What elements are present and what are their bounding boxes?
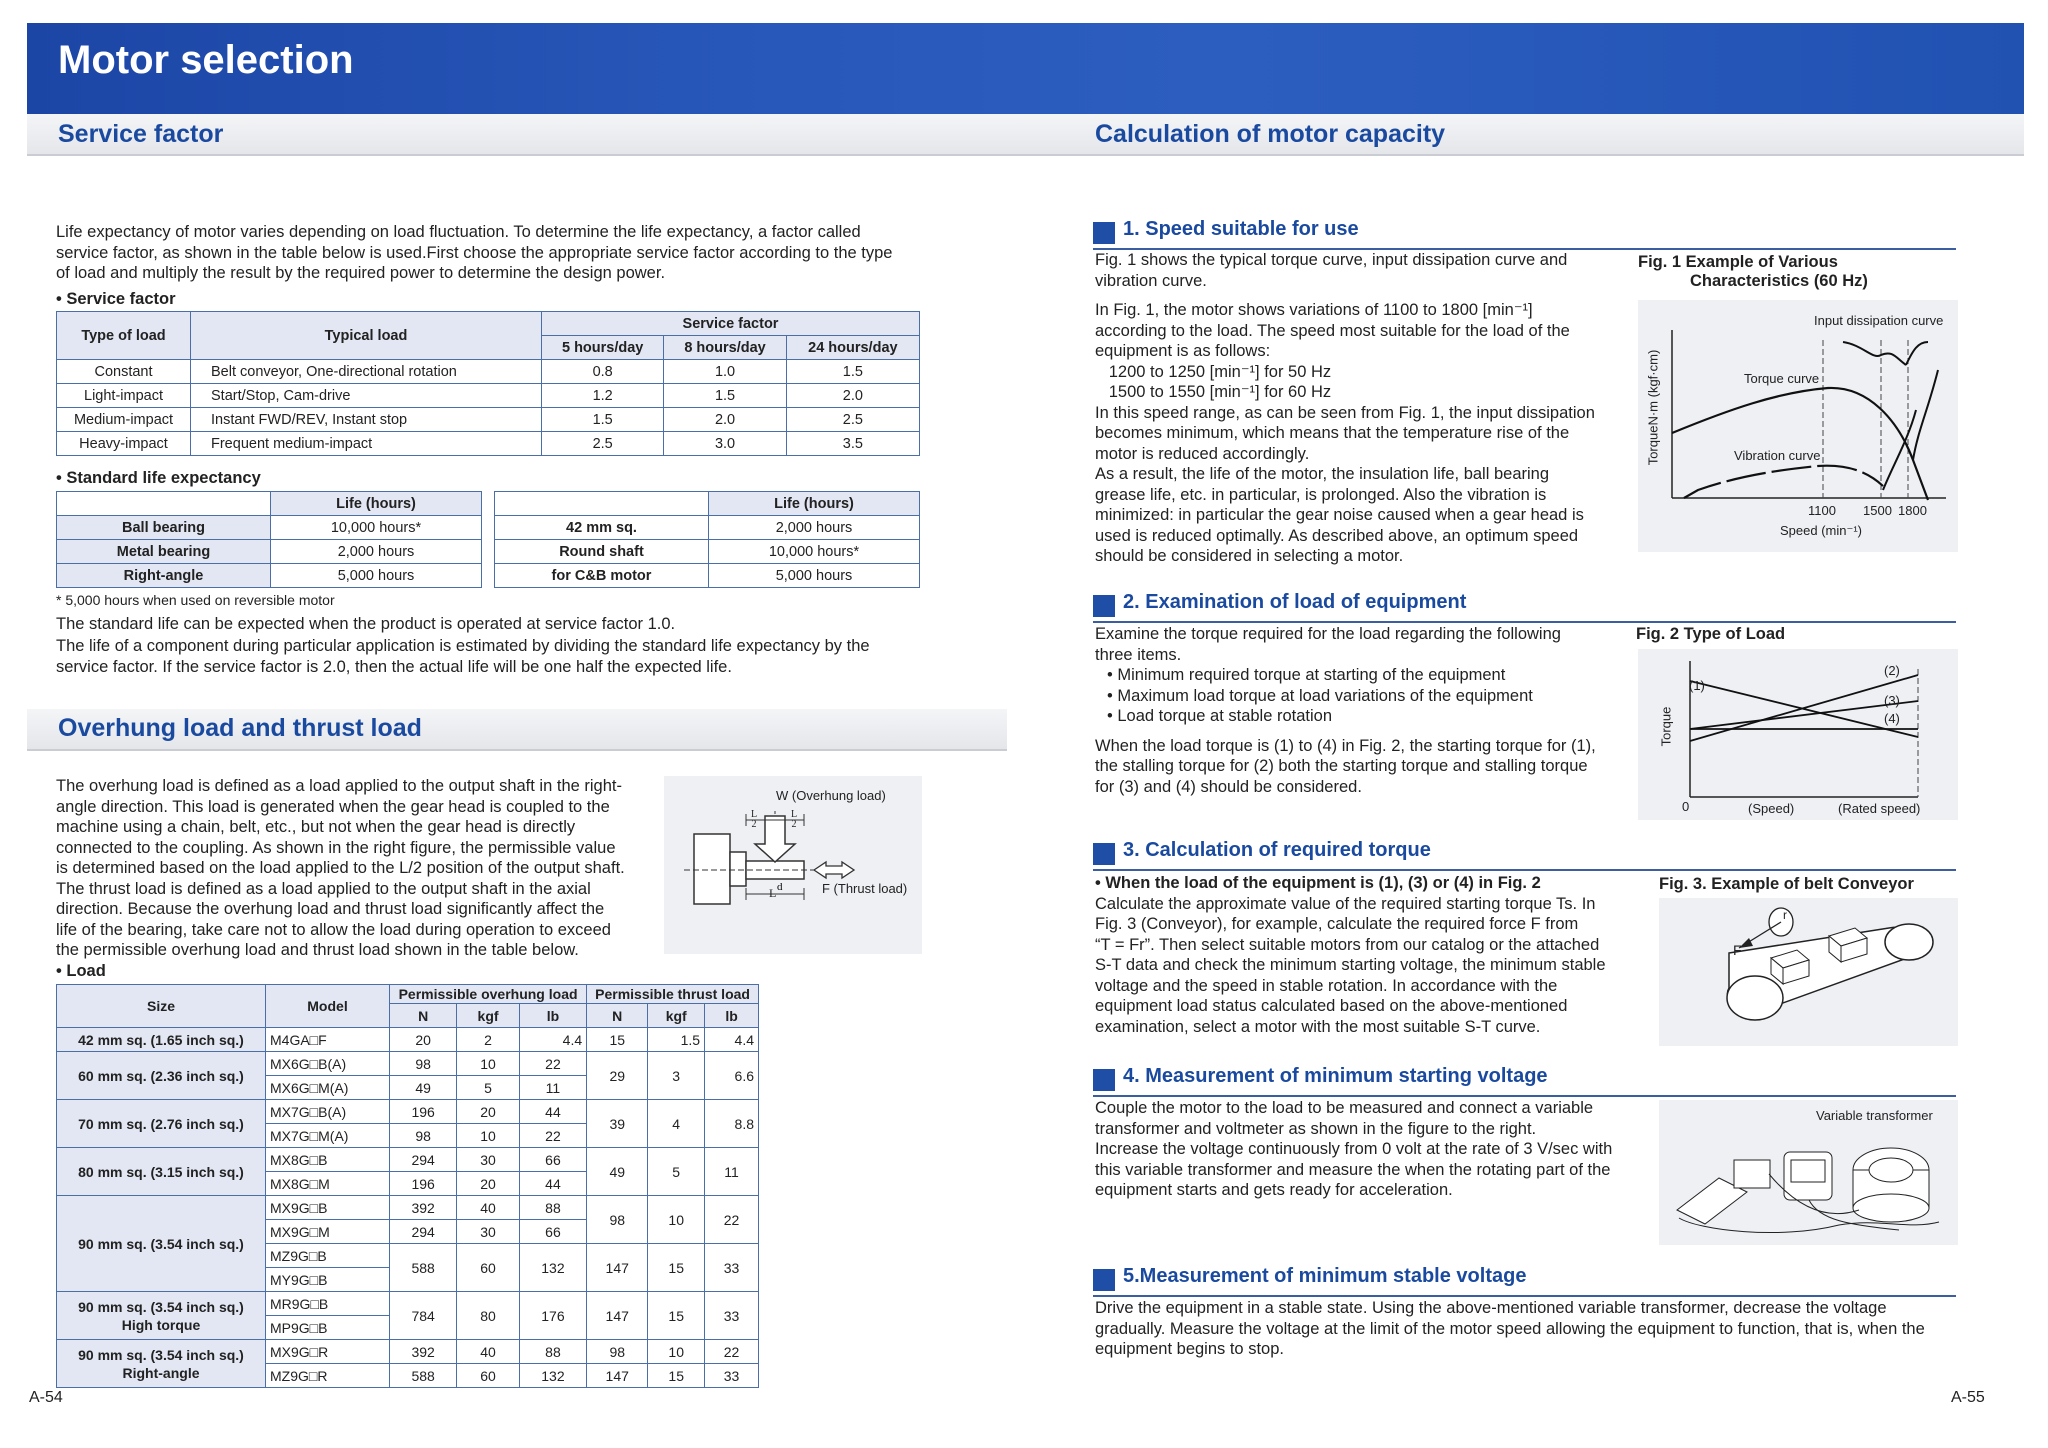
cell: Constant (57, 360, 191, 384)
text-line: minimized: in particular the gear noise caused when a gear head is (1095, 506, 1584, 524)
section-3-header (1093, 839, 1956, 871)
cell: 196 (390, 1100, 457, 1124)
fig2-y-axis-label: Torque (1658, 706, 1674, 747)
life-table-left (56, 491, 482, 588)
text-line: motor is reduced accordingly. (1095, 444, 1310, 463)
size-line: 90 mm sq. (3.54 inch sq.) (78, 1346, 244, 1363)
cell: Heavy-impact (57, 432, 191, 456)
cell: MX8G□M (266, 1172, 390, 1196)
cell: 30 (457, 1220, 519, 1244)
text-line: becomes minimum, which means that the temperature rise of the (1095, 424, 1570, 442)
cell (57, 1292, 266, 1340)
load-label-4: (4) (1884, 711, 1900, 726)
fig1-caption (1638, 253, 1868, 291)
section-1-text (1095, 250, 1635, 567)
col-life-hours: Life (hours) (709, 492, 920, 516)
cell: for C&B motor (495, 564, 709, 588)
col-24h: 24 hours/day (786, 336, 919, 360)
text-line: Examine the torque required for the load regarding the following (1095, 625, 1561, 643)
col-overhung: Permissible overhung load (390, 985, 587, 1004)
text-line: vibration curve. (1095, 271, 1207, 290)
cell: 294 (390, 1220, 457, 1244)
intro-line: service factor, as shown in the table below is used.First choose the appropriate service factor according to the type (56, 243, 893, 262)
section-4-text (1095, 1098, 1655, 1201)
col-size: Size (57, 985, 266, 1028)
size-line: High torque (121, 1316, 201, 1333)
section-3-text (1095, 873, 1655, 1037)
col-8h: 8 hours/day (664, 336, 786, 360)
section-marker (1093, 595, 1115, 617)
fig2-caption: Fig. 2 Type of Load (1636, 625, 1786, 643)
cell: 33 (705, 1364, 759, 1388)
cell: 2 (457, 1028, 519, 1052)
footnote: * 5,000 hours when used on reversible motor (56, 592, 335, 608)
text-line: equipment starts and gets ready for acceleration. (1095, 1181, 1453, 1199)
unit-lb: lb (519, 1004, 586, 1028)
load-label-2: (2) (1884, 663, 1900, 678)
fig4-setup (1659, 1100, 1958, 1245)
cell: 20 (457, 1100, 519, 1124)
cell: 60 mm sq. (2.36 inch sq.) (57, 1052, 266, 1100)
cell: 40 (457, 1340, 519, 1364)
note-line: service factor. If the service factor is 2.0, then the actual life will be one half the expected life. (56, 658, 732, 676)
unit-n: N (390, 1004, 457, 1028)
spacer (1095, 291, 1635, 300)
cell: 66 (519, 1220, 586, 1244)
cell: 1.5 (542, 408, 664, 432)
cell: 4 (648, 1100, 705, 1148)
cell: 11 (705, 1148, 759, 1196)
cell: 3 (648, 1052, 705, 1100)
vibration-curve-label: Vibration curve (1734, 448, 1821, 463)
cell: 15 (648, 1244, 705, 1292)
cell: 22 (705, 1196, 759, 1244)
cell: 5,000 hours (709, 564, 920, 588)
intro-line: Life expectancy of motor varies depending on load fluctuation. To determine the life expectancy, a factor called (56, 223, 861, 241)
cell: 20 (457, 1172, 519, 1196)
cell: 1.0 (664, 360, 786, 384)
cell: MX6G□M(A) (266, 1076, 390, 1100)
text-line: In Fig. 1, the motor shows variations of 1100 to 1800 [min⁻¹] (1095, 301, 1533, 319)
cell: 80 mm sq. (3.15 inch sq.) (57, 1148, 266, 1196)
text-line: should be considered in selecting a motor. (1095, 547, 1404, 565)
cell: MX8G□B (266, 1148, 390, 1172)
cell: 40 (457, 1196, 519, 1220)
size-line: Right-angle (122, 1364, 200, 1381)
cell: 2,000 hours (709, 516, 920, 540)
cell: 4.4 (705, 1028, 759, 1052)
radius-label: r (1783, 908, 1787, 922)
load-label-1: (1) (1689, 678, 1705, 693)
bullet-item: • Minimum required torque at starting of the equipment (1107, 666, 1506, 684)
cell: 98 (587, 1196, 648, 1244)
load-type-lines (1638, 649, 1958, 820)
cell: 15 (648, 1292, 705, 1340)
cell: 49 (390, 1076, 457, 1100)
text-line: S-T data and check the minimum starting voltage, the minimum stable (1095, 956, 1606, 974)
cell: 10 (648, 1340, 705, 1364)
cell (57, 1340, 266, 1388)
col-5h: 5 hours/day (542, 336, 664, 360)
text-line: “T = Fr”. Then select suitable motors from our catalog or the attached (1095, 935, 1600, 954)
cell: Medium-impact (57, 408, 191, 432)
cell: 44 (519, 1172, 586, 1196)
cell: 15 (587, 1028, 648, 1052)
text-line: life of the bearing, take care not to allow the load during operation to exceed (56, 920, 611, 939)
cell: 2,000 hours (271, 540, 482, 564)
table-row (57, 360, 920, 384)
note-line: The standard life can be expected when the product is operated at service factor 1.0. (56, 615, 676, 633)
service-factor-table (56, 311, 920, 456)
l-label: L (791, 809, 798, 820)
section-marker (1093, 222, 1115, 244)
cell: 3.0 (664, 432, 786, 456)
intro-line: of load and multiply the result by the required power to determine the design power. (56, 264, 666, 282)
speed-label: (Speed) (1748, 801, 1795, 816)
blank-header (57, 492, 271, 516)
fig1-chart (1638, 300, 1958, 552)
section-5-text (1095, 1298, 1975, 1360)
cell: MX6G□B(A) (266, 1052, 390, 1076)
cell: MZ9G□B (266, 1244, 390, 1268)
size-line: 90 mm sq. (3.54 inch sq.) (78, 1298, 244, 1315)
cell: 10 (648, 1196, 705, 1244)
cell: M4GA□F (266, 1028, 390, 1052)
table-row (57, 1100, 759, 1124)
cell: 22 (519, 1124, 586, 1148)
table-row (57, 564, 482, 588)
cell: 98 (390, 1052, 457, 1076)
cell: Ball bearing (57, 516, 271, 540)
cell: 42 mm sq. (1.65 inch sq.) (57, 1028, 266, 1052)
table-row (57, 1028, 759, 1052)
input-dissipation-label: Input dissipation curve (1814, 313, 1944, 328)
cell: Round shaft (495, 540, 709, 564)
section-marker (1093, 1069, 1115, 1091)
unit-n: N (587, 1004, 648, 1028)
text-line: The overhung load is defined as a load applied to the output shaft in the right- (56, 777, 622, 795)
cell: 11 (519, 1076, 586, 1100)
cell: 90 mm sq. (3.54 inch sq.) (57, 1196, 266, 1292)
cell: Light-impact (57, 384, 191, 408)
cell: 8.8 (705, 1100, 759, 1148)
cell: 6.6 (705, 1052, 759, 1100)
cell: MY9G□B (266, 1268, 390, 1292)
text-line: equipment begins to stop. (1095, 1340, 1284, 1358)
unit-kgf: kgf (457, 1004, 519, 1028)
half-length-label-left (751, 810, 757, 830)
shaft-length-label: L (769, 886, 777, 900)
cell: Start/Stop, Cam-drive (191, 384, 542, 408)
cell: 5,000 hours (271, 564, 482, 588)
text-line: The thrust load is defined as a load applied to the output shaft in the axial (56, 879, 591, 898)
text-line: this variable transformer and measure the when the rotating part of the (1095, 1160, 1611, 1179)
cell: 392 (390, 1340, 457, 1364)
cell: 0.8 (542, 360, 664, 384)
cell: MX9G□B (266, 1196, 390, 1220)
table-row (57, 1148, 759, 1172)
cell: Right-angle (57, 564, 271, 588)
text-line: 1200 to 1250 [min⁻¹] for 50 Hz (1095, 362, 1332, 381)
text-line: Couple the motor to the load to be measured and connect a variable (1095, 1099, 1594, 1117)
origin-label: 0 (1682, 799, 1690, 814)
section-2-text (1095, 624, 1635, 797)
belt-conveyor-drawing (1659, 898, 1958, 1046)
text-line: Fig. 1 shows the typical torque curve, input dissipation curve and (1095, 251, 1568, 269)
cell: 1.5 (664, 384, 786, 408)
col-model: Model (266, 985, 390, 1028)
text-line: examination, select a motor with the most suitable S-T curve. (1095, 1017, 1541, 1036)
motor-capacity-heading: Calculation of motor capacity (1095, 120, 1446, 148)
cell: MX7G□M(A) (266, 1124, 390, 1148)
cell: 2.5 (542, 432, 664, 456)
cell: MX7G□B(A) (266, 1100, 390, 1124)
text-line: direction. Because the overhung load and thrust load significantly affect the (56, 900, 605, 918)
cell: 147 (587, 1364, 648, 1388)
fig1-y-axis-label: TorqueN·m (kgf·cm) (1645, 349, 1661, 466)
text-line: used is reduced optimally. As described above, an optimum speed (1095, 526, 1579, 545)
note-line: The life of a component during particular application is estimated by dividing the standard life expectancy by the (56, 636, 870, 655)
cell: MR9G□B (266, 1292, 390, 1316)
section-1-title: 1. Speed suitable for use (1123, 218, 1359, 240)
section-marker (1093, 843, 1115, 865)
fig1-x-axis-label: Speed (min⁻¹) (1780, 523, 1862, 538)
col-service-factor: Service factor (542, 312, 920, 336)
table-row (57, 408, 920, 432)
life-table-right (494, 491, 920, 588)
caption-line: Fig. 1 Example of Various (1638, 253, 1838, 271)
cell: 66 (519, 1148, 586, 1172)
cell: 1.5 (648, 1028, 705, 1052)
cell: 2.0 (786, 384, 919, 408)
cell: 20 (390, 1028, 457, 1052)
service-factor-table-heading: • Service factor (56, 290, 176, 308)
col-life-hours: Life (hours) (271, 492, 482, 516)
torque-curve-label: Torque curve (1744, 371, 1820, 386)
cell: 588 (390, 1244, 457, 1292)
table-row (57, 384, 920, 408)
cell: Instant FWD/REV, Instant stop (191, 408, 542, 432)
fig3-conveyor (1659, 898, 1958, 1046)
cell: 2.0 (664, 408, 786, 432)
text-line: according to the load. The speed most suitable for the load of the (1095, 321, 1570, 340)
cell: 294 (390, 1148, 457, 1172)
text-line: for (3) and (4) should be considered. (1095, 777, 1362, 796)
cell: 29 (587, 1052, 648, 1100)
text-line: Fig. 3 (Conveyor), for example, calculate the required force F from (1095, 915, 1579, 933)
rated-speed-label: (Rated speed) (1838, 801, 1921, 816)
text-line: transformer and voltmeter as shown in the figure to the right. (1095, 1119, 1537, 1138)
text-line: Increase the voltage continuously from 0 volt at the rate of 3 V/sec with (1095, 1140, 1613, 1158)
text-line: As a result, the life of the motor, the insulation life, ball bearing (1095, 465, 1550, 483)
cell: 176 (519, 1292, 586, 1340)
cell: 98 (390, 1124, 457, 1148)
service-factor-heading: Service factor (58, 120, 224, 148)
cell: Frequent medium-impact (191, 432, 542, 456)
table-row (57, 432, 920, 456)
unit-lb: lb (705, 1004, 759, 1028)
text-line: equipment load status calculated based on the above-mentioned (1095, 997, 1568, 1015)
cell: 88 (519, 1340, 586, 1364)
table-row (495, 540, 920, 564)
overhung-figure (664, 776, 922, 954)
cell: 15 (648, 1364, 705, 1388)
table-row (57, 516, 482, 540)
overhung-load-label: W (Overhung load) (776, 788, 886, 803)
cell: 147 (587, 1244, 648, 1292)
blank-header (495, 492, 709, 516)
life-expectancy-heading: • Standard life expectancy (56, 469, 261, 487)
section-4-title: 4. Measurement of minimum starting voltage (1123, 1065, 1548, 1087)
overhung-text (56, 776, 656, 961)
col-thrust: Permissible thrust load (587, 985, 759, 1004)
table-row (57, 1196, 759, 1220)
text-line: In this speed range, as can be seen from Fig. 1, the input dissipation (1095, 403, 1595, 422)
svg-text:d: d (777, 881, 783, 893)
caption-line: Characteristics (60 Hz) (1690, 272, 1868, 290)
cell: 5 (457, 1076, 519, 1100)
section-3-title: 3. Calculation of required torque (1123, 839, 1431, 861)
text-line: the permissible overhung load and thrust load shown in the table below. (56, 941, 579, 959)
text-line: voltage and the speed in stable rotation. In accordance with the (1095, 976, 1558, 995)
text-line: angle direction. This load is generated when the gear head is coupled to the (56, 797, 610, 816)
cell: MP9G□B (266, 1316, 390, 1340)
overhung-heading: Overhung load and thrust load (58, 714, 422, 742)
text-line: connected to the coupling. As shown in the right figure, the permissible value (56, 838, 616, 857)
section-4-header (1093, 1065, 1956, 1097)
cell: 70 mm sq. (2.76 inch sq.) (57, 1100, 266, 1148)
text-line: three items. (1095, 645, 1182, 664)
cell: 5 (648, 1148, 705, 1196)
cell: 132 (519, 1364, 586, 1388)
text-line: Calculate the approximate value of the required starting torque Ts. In (1095, 894, 1596, 913)
table-row (57, 1292, 759, 1316)
cell: 2.5 (786, 408, 919, 432)
lead-line: • When the load of the equipment is (1), (3) or (4) in Fig. 2 (1095, 874, 1541, 892)
fig3-caption: Fig. 3. Example of belt Conveyor (1659, 875, 1914, 893)
tick-label: 1800 (1898, 503, 1927, 518)
cell: 49 (587, 1148, 648, 1196)
table-row (57, 540, 482, 564)
life-note (56, 614, 956, 679)
cell: 33 (705, 1244, 759, 1292)
cell: 1.5 (786, 360, 919, 384)
cell: 196 (390, 1172, 457, 1196)
bullet-item: • Load torque at stable rotation (1107, 707, 1333, 725)
cell: 30 (457, 1148, 519, 1172)
force-label: F (1733, 942, 1742, 958)
cell: 10 (457, 1052, 519, 1076)
table-row (495, 516, 920, 540)
cell: 392 (390, 1196, 457, 1220)
cell: MZ9G□R (266, 1364, 390, 1388)
section-2-title: 2. Examination of load of equipment (1123, 591, 1467, 613)
service-factor-intro (56, 222, 956, 284)
cell: 147 (587, 1292, 648, 1340)
two-label: 2 (751, 819, 757, 830)
spacer (1095, 727, 1635, 736)
load-label-3: (3) (1884, 693, 1900, 708)
variable-transformer-label: Variable transformer (1816, 1108, 1933, 1123)
text-line: the stalling torque for (2) both the starting torque and stalling torque (1095, 757, 1588, 775)
tick-label: 1100 (1808, 503, 1836, 518)
cell: 132 (519, 1244, 586, 1292)
cell: 42 mm sq. (495, 516, 709, 540)
section-5-title: 5.Measurement of minimum stable voltage (1123, 1265, 1527, 1287)
cell: 44 (519, 1100, 586, 1124)
cell: 3.5 (786, 432, 919, 456)
table-row (57, 1340, 759, 1364)
table-row (495, 564, 920, 588)
text-line: Drive the equipment in a stable state. Using the above-mentioned variable transformer, decrease the voltage (1095, 1299, 1887, 1317)
page-number-right: A-55 (1951, 1389, 1985, 1406)
cell: Metal bearing (57, 540, 271, 564)
cell: 22 (705, 1340, 759, 1364)
section-5-header (1093, 1265, 1956, 1297)
tick-label: 1500 (1863, 503, 1892, 518)
cell: 588 (390, 1364, 457, 1388)
cell: Belt conveyor, One-directional rotation (191, 360, 542, 384)
bullet-item: • Maximum load torque at load variations of the equipment (1107, 686, 1533, 705)
cell: MX9G□M (266, 1220, 390, 1244)
cell: 22 (519, 1052, 586, 1076)
section-2-header (1093, 591, 1956, 623)
unit-kgf: kgf (648, 1004, 705, 1028)
load-heading: • Load (56, 962, 106, 980)
cell: 4.4 (519, 1028, 586, 1052)
cell: 10 (457, 1124, 519, 1148)
l-label: L (751, 809, 758, 820)
cell: 98 (587, 1340, 648, 1364)
load-table (56, 984, 759, 1388)
thrust-load-label: F (Thrust load) (822, 881, 908, 896)
cell: 784 (390, 1292, 457, 1340)
text-line: gradually. Measure the voltage at the limit of the motor speed allowing the equipment to function, that is, when the (1095, 1319, 1925, 1338)
table-row (57, 1052, 759, 1076)
section-1-header (1093, 218, 1956, 250)
cell: 60 (457, 1244, 519, 1292)
cell: MX9G□R (266, 1340, 390, 1364)
cell: 80 (457, 1292, 519, 1340)
fig2-chart (1638, 649, 1958, 820)
text-line: machine using a chain, belt, etc., but not when the gear head is directly (56, 818, 576, 836)
text-line: 1500 to 1550 [min⁻¹] for 60 Hz (1095, 383, 1332, 401)
section-marker (1093, 1269, 1115, 1291)
cell: 1.2 (542, 384, 664, 408)
text-line: When the load torque is (1) to (4) in Fig. 2, the starting torque for (1), (1095, 736, 1596, 755)
cell: 33 (705, 1292, 759, 1340)
page-title: Motor selection (58, 38, 354, 82)
col-type-of-load: Type of load (57, 312, 191, 360)
cell: 10,000 hours* (271, 516, 482, 540)
two-label: 2 (791, 819, 797, 830)
cell: 88 (519, 1196, 586, 1220)
text-line: is determined based on the load applied to the L/2 position of the output shaft. (56, 859, 625, 877)
col-typical-load: Typical load (191, 312, 542, 360)
cell: 39 (587, 1100, 648, 1148)
page-number-left: A-54 (29, 1389, 63, 1406)
text-line: grease life, etc. in particular, is prolonged. Also the vibration is (1095, 485, 1547, 504)
half-length-label-right (791, 810, 797, 830)
text-line: equipment is as follows: (1095, 342, 1271, 360)
cell: 60 (457, 1364, 519, 1388)
cell: 10,000 hours* (709, 540, 920, 564)
